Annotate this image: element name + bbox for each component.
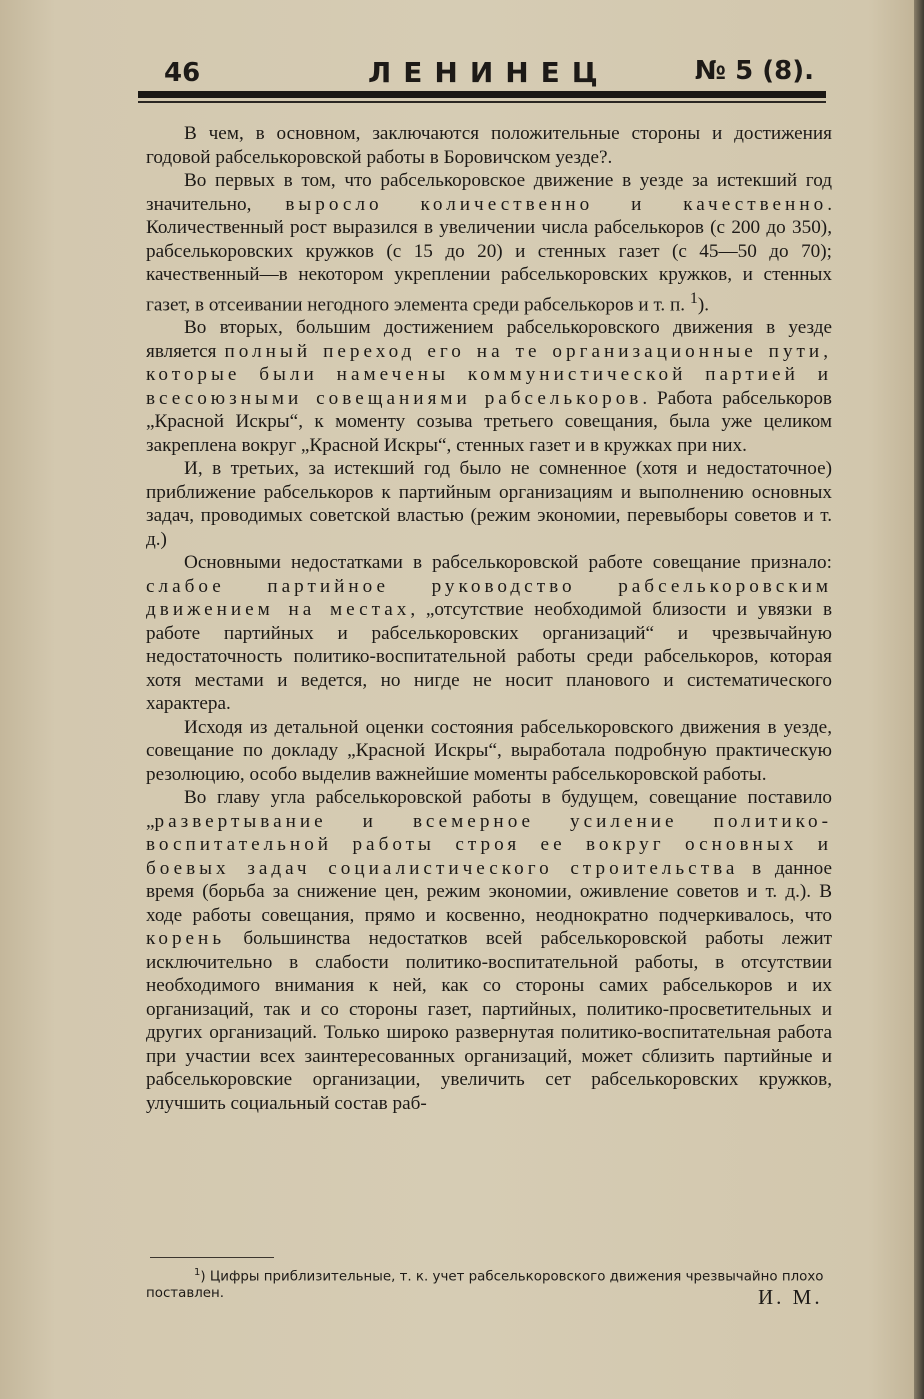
- text-run: большинства недостатков всей рабселькоровской работы лежит исключительно в слабости политико-воспитательной работы, в отсутствии необходимого внимания к ней, как со стороны самих рабселькоров и их организаций, так и со стороны газет, партийных, политико-просветительных и других организаций. Только широко развернутая политико-воспитательная работа при участии всех заинтересованных организаций, может сблизить партийные и рабселькоровские организации, увеличить сет рабселькоровских кружков, улучшить социальный состав раб-: [146, 928, 832, 1114]
- footnote-marker: 1: [194, 1267, 201, 1278]
- footnote-separator: [150, 1257, 274, 1258]
- spaced-emphasis: полный переход его на те организационные пути, которые были намечены коммунистической партией и всесоюзными совещаниями рабселькоров: [146, 340, 832, 409]
- text-run: ).: [697, 293, 710, 315]
- article-paragraph: [146, 786, 832, 1115]
- text-run: Во главу угла рабселькоровской работы в будущем, совещание поставило „: [146, 787, 832, 832]
- text-run: Исходя из детальной оценки состояния рабселькоровского движения в уезде, совещание по докладу „Красной Искры“, выработала подробную практическую резолюцию, особо выделив важнейшие моменты рабселькоровской работы.: [146, 716, 832, 785]
- text-run: в данное время (борьба за снижение цен, режим экономии, оживление советов и т. д.). В ходе работы совещания, прямо и косвенно, неоднократно подчеркивалось, что: [146, 857, 832, 926]
- text-run: Во вторых, большим достижением рабселькоровского движения в уезде является: [146, 317, 832, 362]
- header-rule-thick: [138, 91, 826, 98]
- text-run: Основными недостатками в рабселькоровской работе совещание признало:: [184, 552, 832, 574]
- footnote-text: ) Цифры приблизительные, т. к. учет рабселькоровского движения чрезвычайно плохо поставлен.: [146, 1269, 824, 1302]
- page-header: [140, 54, 828, 94]
- article-paragraph: [146, 316, 832, 457]
- page-number: 46: [164, 58, 201, 88]
- spaced-emphasis: корень: [146, 928, 226, 950]
- article-paragraph: [146, 716, 832, 787]
- text-run: И, в третьих, за истекший год было не сомненное (хотя и недостаточное) приближение рабселькоров к партийным организациям и выполнению основных задач, проводимых советской властью (режим экономии, перевыборы советов и т. д.): [146, 458, 832, 550]
- text-run: В чем, в основном, заключаются положительные стороны и достижения годовой рабселькоровской работы в Боровичском уезде?.: [146, 123, 832, 168]
- header-rule-thin: [138, 101, 826, 103]
- spaced-emphasis: выросло количественно и качественно: [285, 193, 828, 215]
- spaced-emphasis: развертывание и всемерное усиление политико-воспитательной работы строя ее вокруг основных и боевых задач социалистического строительства: [146, 810, 832, 879]
- text-run: . Работа рабселькоров „Красной Искры“, к моменту созыва третьего совещания, была уже целиком закреплена вокруг „Красной Искры“, стенных газет и в кружках при них.: [146, 387, 832, 456]
- page-edge-shadow: [914, 0, 924, 1399]
- text-run: , „отсутствие необходимой близости и увязки в работе партийных и рабселькоровских организаций“ и чрезвычайную недостаточность политико-воспитательной работы среди рабселькоров, которая хотя местами и ведется, но нигде не носит планового и систематического характера.: [146, 599, 833, 715]
- issue-number: № 5 (8).: [694, 56, 814, 86]
- article-paragraph: [146, 122, 832, 169]
- author-signature: И. М.: [758, 1285, 823, 1309]
- article-paragraph: [146, 457, 832, 551]
- footnote-reference: 1: [689, 289, 698, 307]
- spaced-emphasis: слабое партийное руководство рабселькоровским движением на местах: [146, 575, 832, 621]
- article-body: [146, 122, 832, 1115]
- article-paragraph: [146, 551, 832, 716]
- article-paragraph: [146, 169, 832, 316]
- footnote: [146, 1264, 838, 1302]
- text-run: Во первых в том, что рабселькоровское движение в уезде за истекший год значительно,: [146, 170, 832, 215]
- text-run: . Количественный рост выразился в увеличении числа рабселькоров (с 200 до 350), рабселькоровских кружков (с 15 до 20) и стенных газет (с 45—50 до 70); качественный—в некотором укреплении рабселькоровских кружков, и стенных газет, в отсеивании негодного элемента среди рабселькоров и т. п.: [146, 193, 832, 315]
- journal-title: ЛЕНИНЕЦ: [368, 56, 610, 89]
